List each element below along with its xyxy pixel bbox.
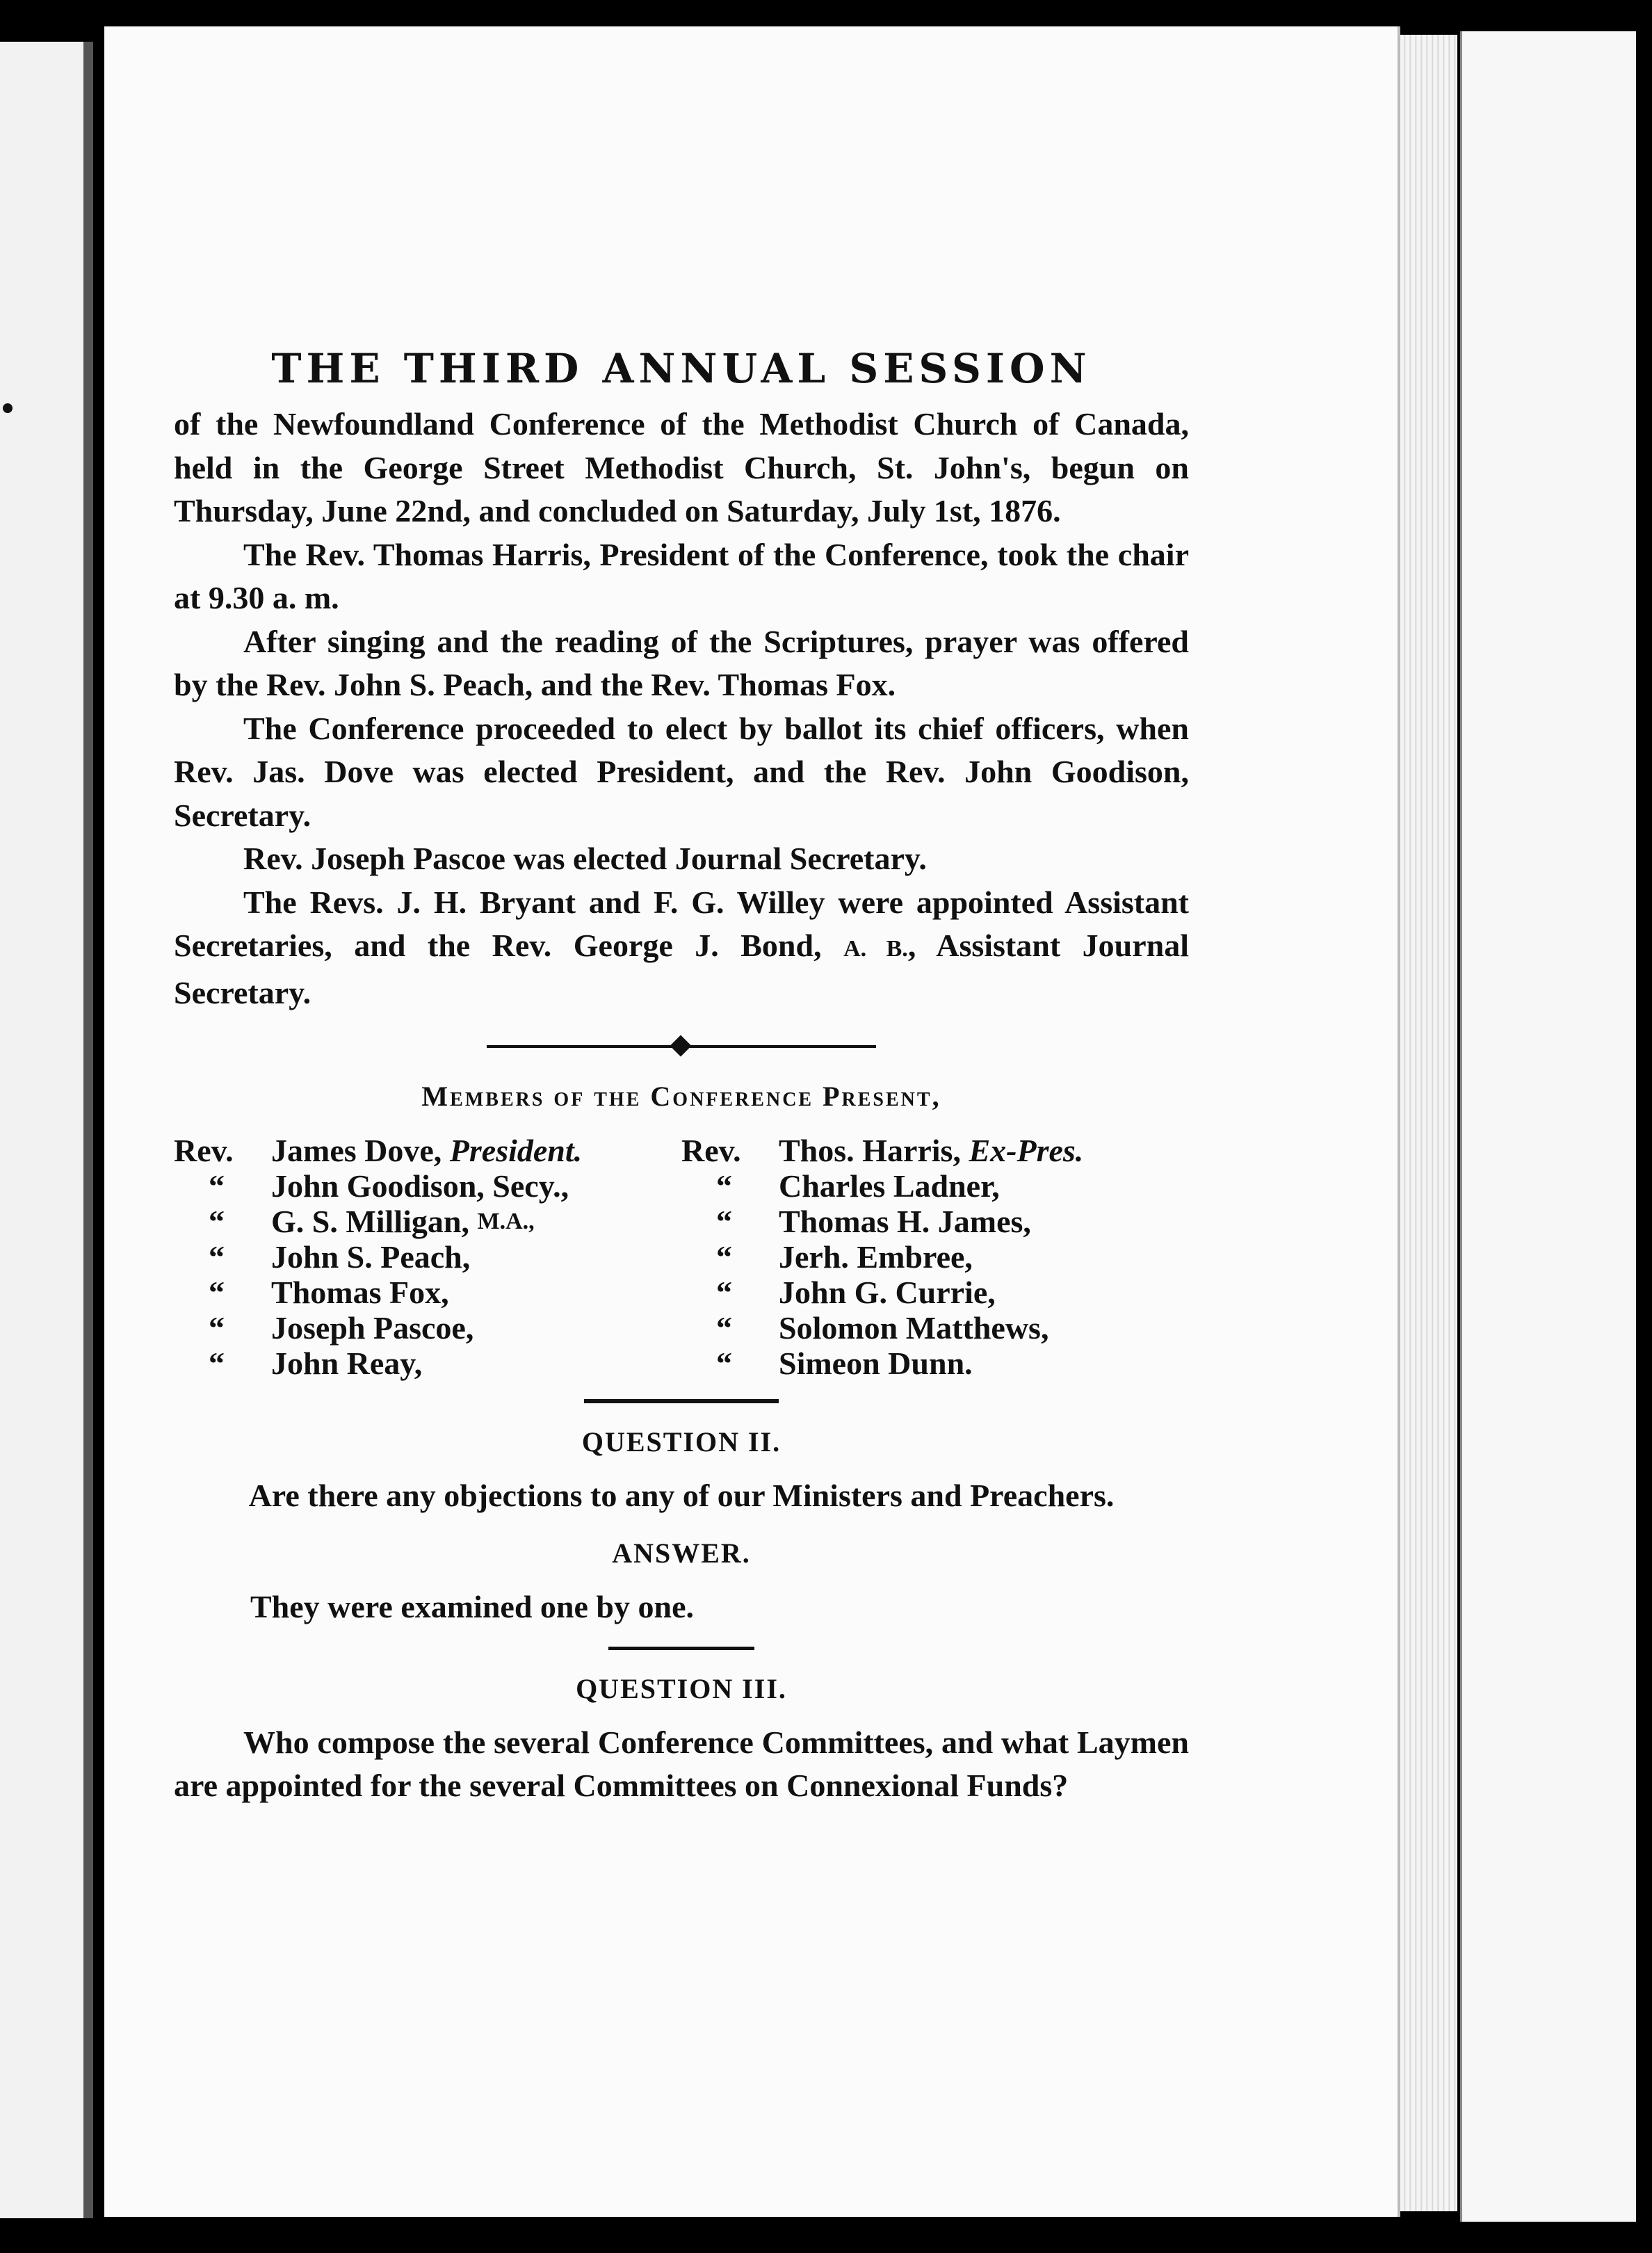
member-prefix: “: [209, 1168, 225, 1204]
member-row: [174, 1239, 681, 1275]
intro-paragraph: of the Newfoundland Conference of the Methodist Church of Canada, held in the George Street Methodist Church, St. John's, begun on Thursday, June 22nd, and concluded on Saturday, July 1st, 1876.: [174, 406, 1189, 528]
member-row: [174, 1168, 681, 1204]
member-name: Jerh. Embree,: [779, 1239, 973, 1275]
member-name: John Reay,: [271, 1346, 423, 1381]
member-row: [174, 1275, 681, 1310]
member-prefix: “: [209, 1239, 225, 1275]
member-name: Simeon Dunn.: [779, 1346, 973, 1381]
members-list: [174, 1133, 1189, 1381]
member-row: [681, 1204, 1189, 1239]
member-prefix: “: [209, 1275, 225, 1310]
ornamental-rule: [487, 1035, 876, 1056]
member-name: Charles Ladner,: [779, 1168, 1000, 1204]
members-heading: Members of the Conference Present,: [421, 1081, 941, 1112]
member-name: Thomas Fox,: [271, 1275, 449, 1310]
assistant-journal-text: , Assistant Journal Secretary.: [174, 928, 1190, 1010]
assistant-secretaries-text: The Revs. J. H. Bryant and F. G. Willey were appointed Assistant Secretaries, and the Rev. George J. Bond,: [174, 884, 1189, 963]
member-name: Solomon Matthews,: [779, 1310, 1049, 1346]
member-prefix: “: [716, 1168, 732, 1204]
member-prefix: “: [209, 1310, 225, 1346]
member-name: James Dove,: [271, 1133, 450, 1168]
member-row: [681, 1239, 1189, 1275]
member-prefix: “: [209, 1204, 225, 1239]
prayer-paragraph: After singing and the reading of the Scriptures, prayer was offered by the Rev. John S. Peach, and the Rev. Thomas Fox.: [174, 623, 1189, 702]
member-prefix: “: [716, 1346, 732, 1381]
member-row: [681, 1133, 1189, 1168]
member-prefix: Rev.: [681, 1133, 741, 1168]
member-prefix: “: [209, 1346, 225, 1381]
member-row: [681, 1168, 1189, 1204]
member-row: [174, 1133, 681, 1168]
member-prefix: Rev.: [174, 1133, 234, 1168]
degree-abbrev: A. B.: [843, 936, 908, 962]
member-name: John Goodison, Secy.,: [271, 1168, 569, 1204]
question-3-text: Who compose the several Conference Committees, and what Laymen are appointed for the several Committees on Connexional Funds?: [174, 1725, 1189, 1803]
member-row: [681, 1310, 1189, 1346]
election-paragraph: The Conference proceeded to elect by ballot its chief officers, when Rev. Jas. Dove was elected President, and the Rev. John Goodison, Secretary.: [174, 710, 1189, 833]
assistant-secretaries-paragraph: [174, 881, 1189, 1015]
question-3-heading: QUESTION III.: [576, 1673, 787, 1704]
members-column-left: [174, 1133, 681, 1381]
member-title: Ex-Pres.: [969, 1133, 1084, 1168]
member-name: John S. Peach,: [271, 1239, 471, 1275]
left-page-edge: [0, 42, 93, 2218]
members-column-right: [681, 1133, 1189, 1381]
page-stack-edges: [1400, 35, 1457, 2211]
answer-2-text: They were examined one by one.: [250, 1589, 695, 1624]
member-name: G. S. Milligan,: [271, 1204, 478, 1239]
journal-secretary-paragraph: Rev. Joseph Pascoe was elected Journal Secretary.: [243, 841, 927, 876]
answer-2-heading: ANSWER.: [612, 1537, 751, 1569]
question-2-text: Are there any objections to any of our Ministers and Preachers.: [248, 1478, 1115, 1513]
member-degree: M.A.,: [477, 1209, 535, 1234]
question-2-heading: QUESTION II.: [581, 1426, 782, 1457]
member-title: President.: [449, 1133, 583, 1168]
member-prefix: “: [716, 1239, 732, 1275]
member-name: Thos. Harris,: [779, 1133, 969, 1168]
page-title: THE THIRD ANNUAL SESSION: [271, 345, 1092, 392]
page-stack-outer: [1460, 31, 1636, 2222]
member-row: [174, 1310, 681, 1346]
member-row: [174, 1204, 681, 1239]
member-row: [174, 1346, 681, 1381]
section-rule: [584, 1399, 779, 1403]
member-row: [681, 1275, 1189, 1310]
member-row: [681, 1346, 1189, 1381]
chair-paragraph: The Rev. Thomas Harris, President of the Conference, took the chair at 9.30 a. m.: [174, 536, 1189, 615]
page-content: [174, 344, 1189, 1807]
scan-speck: [3, 403, 13, 413]
section-rule-2: [608, 1647, 754, 1650]
ornament-diamond: [670, 1035, 691, 1056]
member-prefix: “: [716, 1310, 732, 1346]
member-name: John G. Currie,: [779, 1275, 996, 1310]
member-prefix: “: [716, 1275, 732, 1310]
member-name: Joseph Pascoe,: [271, 1310, 474, 1346]
member-name: Thomas H. James,: [779, 1204, 1031, 1239]
member-prefix: “: [716, 1204, 732, 1239]
